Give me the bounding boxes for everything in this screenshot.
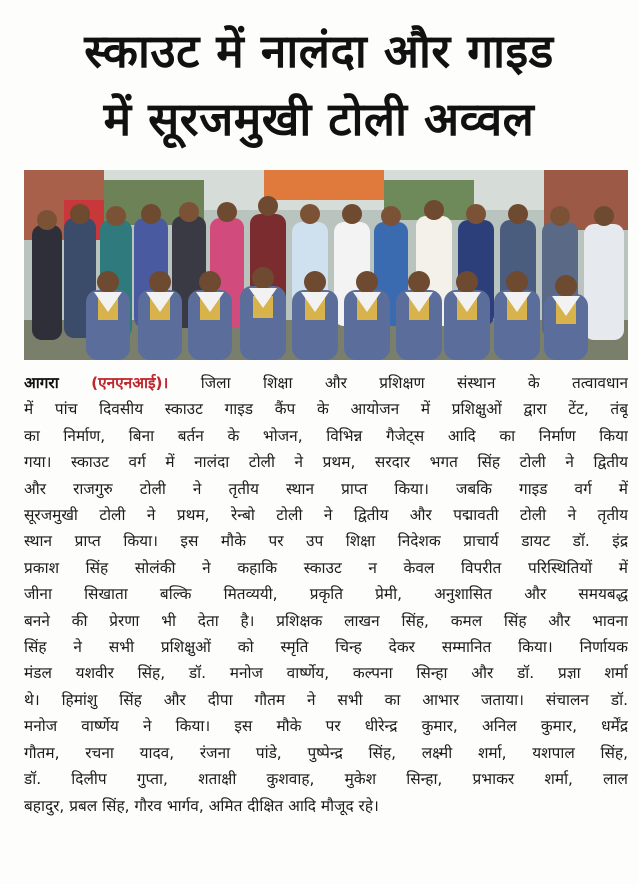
article-line-7: स्थान प्राप्त किया। इस मौके पर उप शिक्षा निदेशक प्राचार्य डायट डॉ. इंद्र <box>24 532 628 551</box>
article-line-6: सूरजमुखी टोली ने प्रथम, रेन्बो टोली ने द्वितीय और पद्मावती टोली ने तृतीय <box>24 506 628 525</box>
article-line-10: बनने की प्रेरणा भी देता है। प्रशिक्षक लाखन सिंह, कमल सिंह और भावना <box>24 611 628 630</box>
article-line-1 <box>24 370 628 396</box>
article-line-4: गया। स्काउट वर्ग में नालंदा टोली ने प्रथम, सरदार भगत सिंह टोली ने द्वितीय <box>24 453 628 472</box>
article-text: जिला शिक्षा और प्रशिक्षण संस्थान के तत्वावधान <box>200 374 628 392</box>
article-line-15: गौतम, रचना यादव, रंजना पांडे, पुष्पेन्द्र सिंह, लक्ष्मी शर्मा, यशपाल सिंह, <box>24 743 628 762</box>
article-line-5: और राजगुरु टोली ने तृतीय स्थान प्राप्त किया। जबकि गाइड वर्ग में <box>24 479 628 498</box>
article-line-8: प्रकाश सिंह सोलंकी ने कहाकि स्काउट न केवल विपरीत परिस्थितियों में <box>24 558 628 577</box>
article-line-11: सिंह ने सभी प्रशिक्षुओं को स्मृति चिन्ह देकर सम्मानित किया। निर्णायक <box>24 638 628 657</box>
article-body <box>24 370 628 819</box>
dateline: आगरा <box>24 374 59 392</box>
headline-line-1: स्काउट में नालंदा और गाइड <box>84 24 554 78</box>
headline-line-2: में सूरजमुखी टोली अव्वल <box>103 92 535 146</box>
article-line-13: थे। हिमांशु सिंह और दीपा गौतम ने सभी का आभार जताया। संचालन डॉ. <box>24 690 628 709</box>
article-line-3: का निर्माण, बिना बर्तन के भोजन, विभिन्न गैजेट्स आदि का निर्माण किया <box>24 426 628 445</box>
article-line-17: बहादुर, प्रबल सिंह, गौरव भार्गव, अमित दीक्षित आदि मौजूद रहे। <box>24 796 379 815</box>
agency-credit: (एनएनआई)। <box>91 374 169 392</box>
article-line-14: मनोज वार्ष्णेय ने किया। इस मौके पर धीरेन्द्र कुमार, अनिल कुमार, धर्मेंद्र <box>24 717 628 736</box>
article-line-2: में पांच दिवसीय स्काउट गाइड कैंप के आयोजन में प्रशिक्षुओं द्वारा टेंट, तंबू <box>24 400 628 419</box>
group-photo-illustration <box>24 170 628 360</box>
group-photo <box>24 170 628 360</box>
article-line-16: डॉ. दिलीप गुप्ता, शताक्षी कुशवाह, मुकेश सिन्हा, प्रभाकर शर्मा, लाल <box>24 770 628 789</box>
article-line-12: मंडल यशवीर सिंह, डॉ. मनोज वार्ष्णेय, कल्पना सिन्हा और डॉ. प्रज्ञा शर्मा <box>24 664 628 683</box>
article-line-9: जीना सिखाता बल्कि मितव्ययी, प्रकृति प्रेमी, अनुशासित और समयबद्ध <box>24 585 628 604</box>
